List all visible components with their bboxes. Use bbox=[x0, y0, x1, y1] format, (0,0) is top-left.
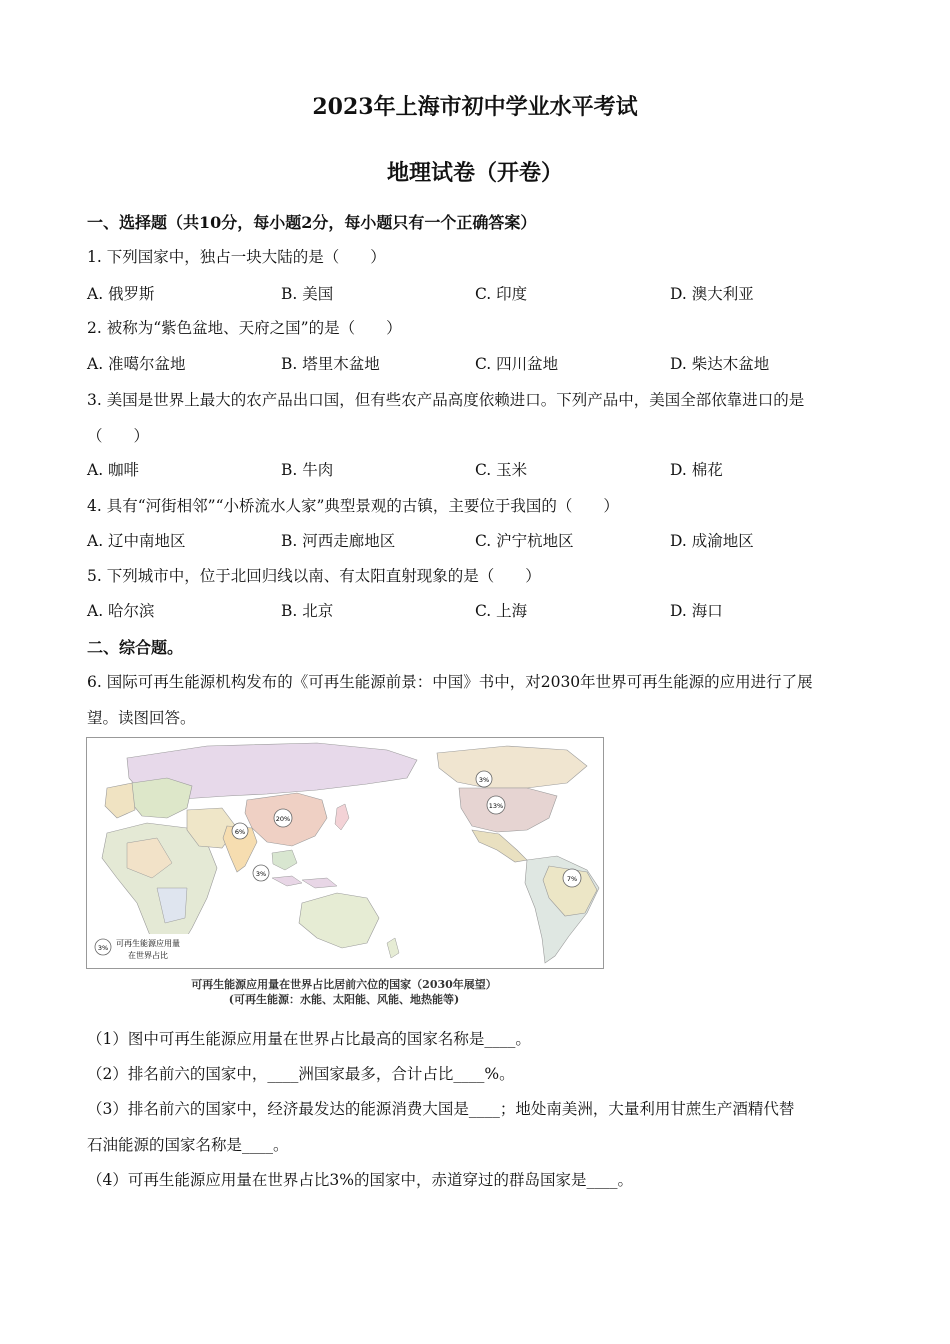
marker-china bbox=[274, 809, 292, 827]
question-5-option-d[interactable]: D. 海口 bbox=[670, 602, 723, 620]
label-india: 6% bbox=[234, 828, 246, 836]
label-indonesia: 3% bbox=[255, 870, 267, 878]
question-2-stem: 2. 被称为“紫色盆地、天府之国”的是（ ） bbox=[87, 319, 402, 337]
marker-canada bbox=[476, 771, 492, 787]
label-brazil: 7% bbox=[566, 875, 578, 883]
question-6-stem-continued: 望。读图回答。 bbox=[87, 709, 196, 727]
question-3-option-b[interactable]: B. 牛肉 bbox=[281, 461, 334, 479]
question-6-part-3: （3）排名前六的国家中，经济最发达的能源消费大国是____；地处南美洲，大量利用甘蔗生产酒精代替 bbox=[87, 1100, 795, 1118]
question-1-options bbox=[87, 282, 867, 304]
label-china: 20% bbox=[275, 815, 291, 823]
marker-india bbox=[232, 823, 248, 839]
question-6-stem: 6. 国际可再生能源机构发布的《可再生能源前景：中国》书中，对2030年世界可再生能源的应用进行了展 bbox=[87, 673, 813, 691]
question-5-stem: 5. 下列城市中，位于北回归线以南、有太阳直射现象的是（ ） bbox=[87, 567, 541, 585]
map-caption-note: (可再生能源：水能、太阳能、风能、地热能等) bbox=[228, 993, 460, 1006]
marker-usa bbox=[487, 796, 505, 814]
legend-sample: 3% bbox=[97, 944, 109, 952]
question-4-options bbox=[87, 529, 867, 551]
label-canada: 3% bbox=[478, 776, 490, 784]
question-3-option-a[interactable]: A. 咖啡 bbox=[87, 461, 140, 479]
question-4-option-d[interactable]: D. 成渝地区 bbox=[670, 532, 754, 550]
question-2-option-a[interactable]: A. 准噶尔盆地 bbox=[87, 355, 186, 373]
question-4-option-c[interactable]: C. 沪宁杭地区 bbox=[475, 532, 574, 550]
exam-subtitle: 地理试卷（开卷） bbox=[386, 160, 563, 186]
question-3-option-d[interactable]: D. 棉花 bbox=[670, 461, 723, 479]
legend-line-2: 在世界占比 bbox=[128, 951, 168, 960]
question-3-option-c[interactable]: C. 玉米 bbox=[475, 461, 528, 479]
question-6-part-1: （1）图中可再生能源应用量在世界占比最高的国家名称是____。 bbox=[87, 1030, 531, 1048]
question-4-option-b[interactable]: B. 河西走廊地区 bbox=[281, 532, 396, 550]
marker-indonesia bbox=[253, 865, 269, 881]
exam-title: 2023年上海市初中学业水平考试 bbox=[312, 94, 638, 120]
map-legend bbox=[89, 934, 209, 966]
question-2-options bbox=[87, 352, 867, 374]
legend-line-1: 可再生能源应用量 bbox=[116, 939, 180, 948]
world-map bbox=[86, 737, 604, 969]
question-1-option-a[interactable]: A. 俄罗斯 bbox=[87, 285, 155, 303]
question-3-options bbox=[87, 458, 867, 480]
question-1-option-c[interactable]: C. 印度 bbox=[475, 285, 528, 303]
question-2-option-c[interactable]: C. 四川盆地 bbox=[475, 355, 559, 373]
question-3-stem-continued: （ ） bbox=[87, 427, 150, 445]
question-5-option-c[interactable]: C. 上海 bbox=[475, 602, 528, 620]
question-1-option-b[interactable]: B. 美国 bbox=[281, 285, 334, 303]
question-6-part-2: （2）排名前六的国家中，____洲国家最多，合计占比____%。 bbox=[87, 1065, 515, 1083]
map-caption: 可再生能源应用量在世界占比居前六位的国家（2030年展望） bbox=[191, 978, 497, 991]
question-3-stem: 3. 美国是世界上最大的农产品出口国，但有些农产品高度依赖进口。下列产品中，美国全部依靠进口的是 bbox=[87, 391, 805, 409]
question-2-option-b[interactable]: B. 塔里木盆地 bbox=[281, 355, 380, 373]
question-1-option-d[interactable]: D. 澳大利亚 bbox=[670, 285, 754, 303]
world-map-svg bbox=[87, 738, 603, 968]
section2-heading: 二、综合题。 bbox=[87, 638, 184, 657]
question-1-stem: 1. 下列国家中，独占一块大陆的是（ ） bbox=[87, 248, 386, 266]
question-5-options bbox=[87, 599, 867, 621]
question-4-stem: 4. 具有“河街相邻”“小桥流水人家”典型景观的古镇，主要位于我国的（ ） bbox=[87, 497, 619, 515]
label-usa: 13% bbox=[488, 802, 504, 810]
marker-brazil bbox=[563, 869, 581, 887]
question-5-option-b[interactable]: B. 北京 bbox=[281, 602, 334, 620]
section1-heading: 一、选择题（共10分，每小题2分，每小题只有一个正确答案） bbox=[87, 213, 537, 232]
question-6-part-4: （4）可再生能源应用量在世界占比3%的国家中，赤道穿过的群岛国家是____。 bbox=[87, 1171, 633, 1189]
question-4-option-a[interactable]: A. 辽中南地区 bbox=[87, 532, 186, 550]
question-6-part-3-continued: 石油能源的国家名称是____。 bbox=[87, 1136, 289, 1154]
question-2-option-d[interactable]: D. 柴达木盆地 bbox=[670, 355, 770, 373]
question-5-option-a[interactable]: A. 哈尔滨 bbox=[87, 602, 155, 620]
